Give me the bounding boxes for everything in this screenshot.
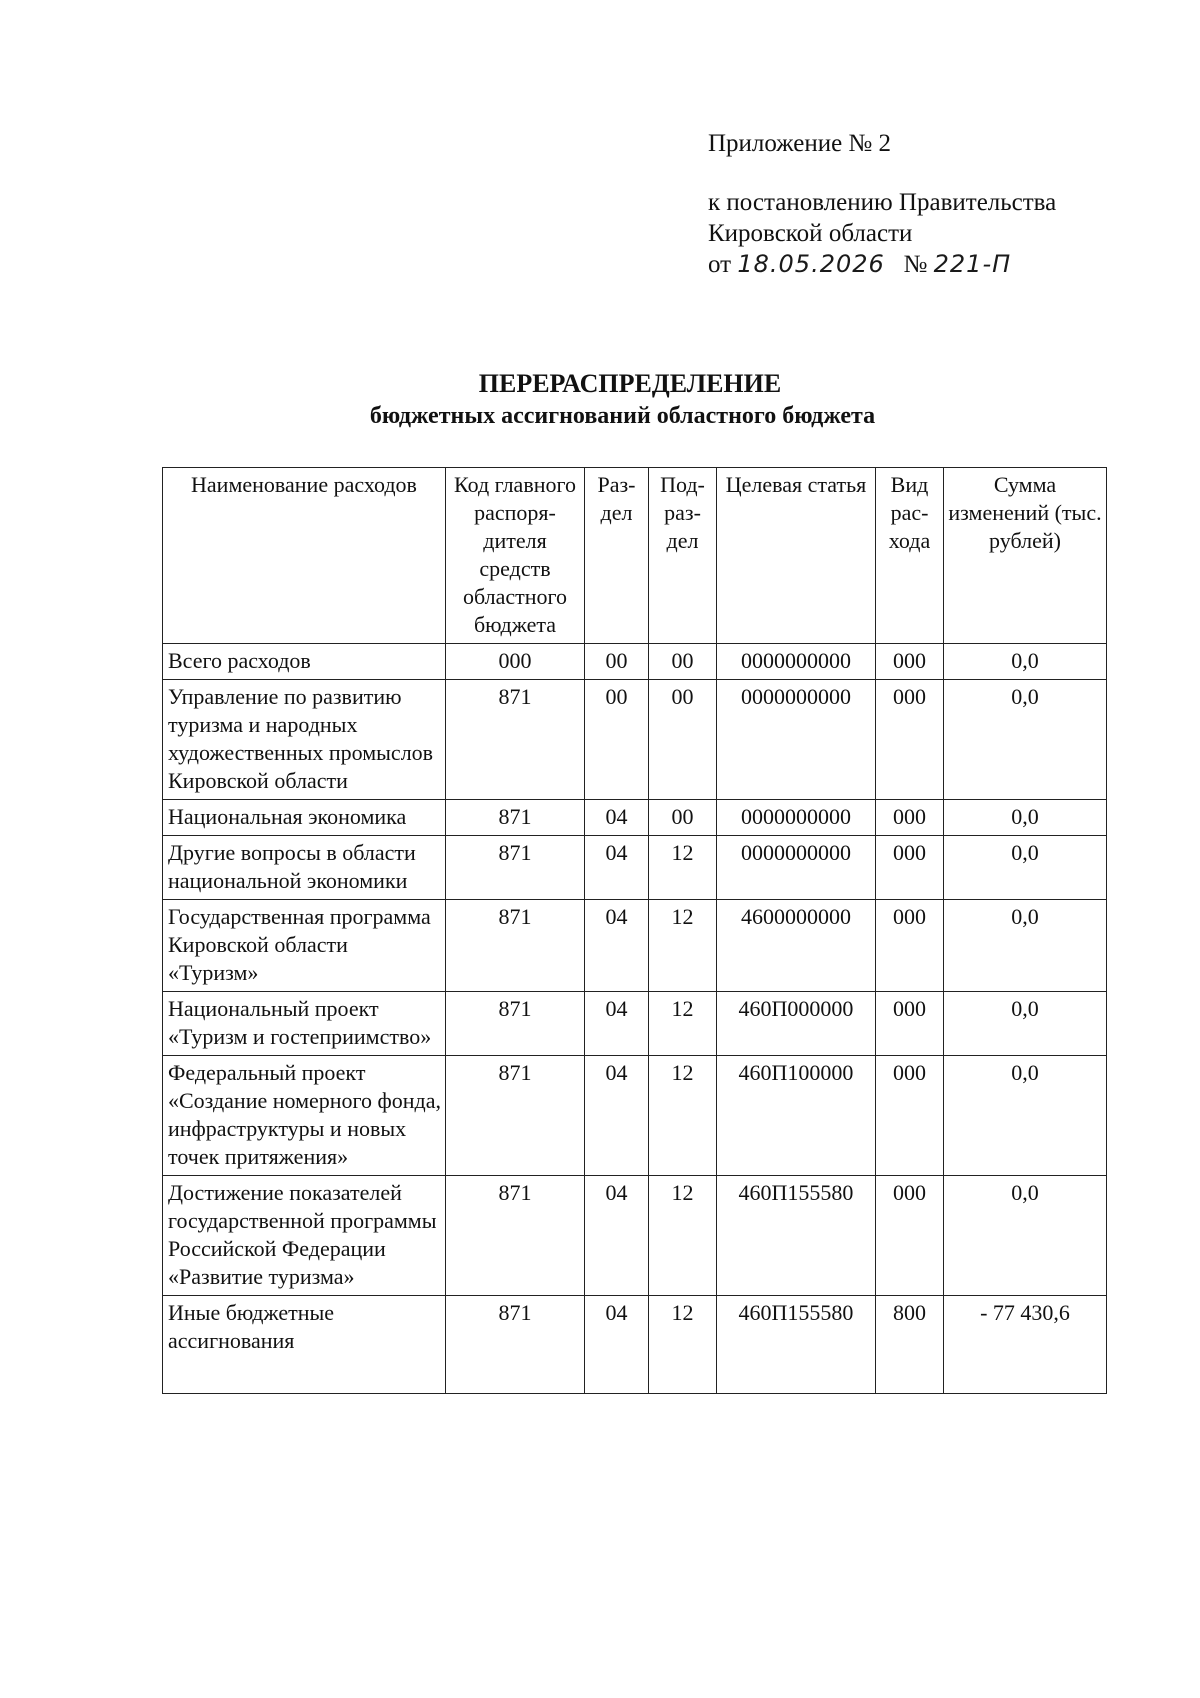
table-row — [163, 836, 1107, 900]
header-subsection: Под-раз-дел — [649, 468, 717, 644]
document-title: ПЕРЕРАСПРЕДЕЛЕНИЕ — [478, 369, 782, 398]
cell-article: 460П155580 — [717, 1176, 876, 1296]
table-row — [163, 1056, 1107, 1176]
cell-article: 0000000000 — [717, 644, 876, 680]
cell-code: 871 — [446, 1296, 585, 1394]
cell-name: Всего расходов — [163, 644, 446, 680]
cell-name: Достижение показателей государственной программы Российской Федерации «Развитие туризма» — [163, 1176, 446, 1296]
date-prefix: от — [708, 251, 732, 278]
cell-type: 800 — [876, 1296, 944, 1394]
header-article: Целевая статья — [717, 468, 876, 644]
table-header-row — [163, 468, 1107, 644]
handwritten-number: 221-П — [933, 250, 1012, 278]
cell-code: 871 — [446, 1176, 585, 1296]
cell-name: Управление по развитию туризма и народных художественных промыслов Кировской области — [163, 680, 446, 800]
number-prefix: № — [903, 251, 928, 278]
cell-article: 460П000000 — [717, 992, 876, 1056]
cell-section: 04 — [585, 1176, 649, 1296]
cell-article: 460П155580 — [717, 1296, 876, 1394]
cell-name: Национальная экономика — [163, 800, 446, 836]
cell-section: 04 — [585, 800, 649, 836]
cell-section: 04 — [585, 900, 649, 992]
cell-sum: 0,0 — [944, 680, 1107, 800]
cell-type: 000 — [876, 644, 944, 680]
cell-sum: - 77 430,6 — [944, 1296, 1107, 1394]
cell-code: 000 — [446, 644, 585, 680]
cell-subsection: 00 — [649, 680, 717, 800]
cell-subsection: 12 — [649, 900, 717, 992]
cell-section: 04 — [585, 1296, 649, 1394]
cell-name: Государственная программа Кировской области «Туризм» — [163, 900, 446, 992]
cell-sum: 0,0 — [944, 1056, 1107, 1176]
cell-sum: 0,0 — [944, 992, 1107, 1056]
cell-code: 871 — [446, 1056, 585, 1176]
cell-sum: 0,0 — [944, 900, 1107, 992]
appendix-gap — [708, 159, 1056, 187]
cell-name: Федеральный проект «Создание номерного фонда, инфраструктуры и новых точек притяжения» — [163, 1056, 446, 1176]
cell-name: Другие вопросы в области национальной экономики — [163, 836, 446, 900]
document-title-block — [0, 368, 1200, 432]
cell-type: 000 — [876, 992, 944, 1056]
cell-article: 0000000000 — [717, 836, 876, 900]
cell-section: 04 — [585, 1056, 649, 1176]
table-row — [163, 900, 1107, 992]
cell-name: Иные бюджетные ассигнования — [163, 1296, 446, 1394]
cell-subsection: 00 — [649, 800, 717, 836]
cell-subsection: 12 — [649, 836, 717, 900]
cell-type: 000 — [876, 800, 944, 836]
appendix-block — [708, 128, 1056, 280]
table-row — [163, 800, 1107, 836]
table-row — [163, 1296, 1107, 1394]
table-row — [163, 992, 1107, 1056]
table-row — [163, 680, 1107, 800]
cell-section: 00 — [585, 680, 649, 800]
cell-article: 0000000000 — [717, 680, 876, 800]
appendix-date-line — [708, 249, 1056, 280]
cell-sum: 0,0 — [944, 800, 1107, 836]
cell-subsection: 12 — [649, 1296, 717, 1394]
appendix-title: Приложение № 2 — [708, 130, 892, 157]
cell-article: 0000000000 — [717, 800, 876, 836]
cell-type: 000 — [876, 900, 944, 992]
appendix-line-2: Кировской области — [708, 220, 913, 247]
cell-code: 871 — [446, 836, 585, 900]
cell-section: 04 — [585, 836, 649, 900]
table-row — [163, 644, 1107, 680]
cell-subsection: 12 — [649, 992, 717, 1056]
cell-name: Национальный проект «Туризм и гостеприимство» — [163, 992, 446, 1056]
header-section: Раз-дел — [585, 468, 649, 644]
cell-code: 871 — [446, 992, 585, 1056]
cell-sum: 0,0 — [944, 1176, 1107, 1296]
appendix-line-1: к постановлению Правительства — [708, 189, 1057, 216]
cell-code: 871 — [446, 680, 585, 800]
header-type: Вид рас-хода — [876, 468, 944, 644]
cell-code: 871 — [446, 900, 585, 992]
table-row — [163, 1176, 1107, 1296]
cell-sum: 0,0 — [944, 644, 1107, 680]
cell-sum: 0,0 — [944, 836, 1107, 900]
cell-article: 460П100000 — [717, 1056, 876, 1176]
cell-type: 000 — [876, 1056, 944, 1176]
cell-section: 04 — [585, 992, 649, 1056]
cell-code: 871 — [446, 800, 585, 836]
budget-table — [162, 467, 1107, 1394]
cell-type: 000 — [876, 836, 944, 900]
handwritten-date: 18.05.2026 — [737, 250, 885, 278]
cell-section: 00 — [585, 644, 649, 680]
cell-subsection: 12 — [649, 1176, 717, 1296]
header-name: Наименование расходов — [163, 468, 446, 644]
document-subtitle: бюджетных ассигнований областного бюджета — [369, 403, 876, 429]
cell-subsection: 00 — [649, 644, 717, 680]
header-sum: Сумма изменений (тыс. рублей) — [944, 468, 1107, 644]
cell-article: 4600000000 — [717, 900, 876, 992]
cell-type: 000 — [876, 1176, 944, 1296]
header-code: Код главного распоря-дителя средств областного бюджета — [446, 468, 585, 644]
cell-type: 000 — [876, 680, 944, 800]
cell-subsection: 12 — [649, 1056, 717, 1176]
